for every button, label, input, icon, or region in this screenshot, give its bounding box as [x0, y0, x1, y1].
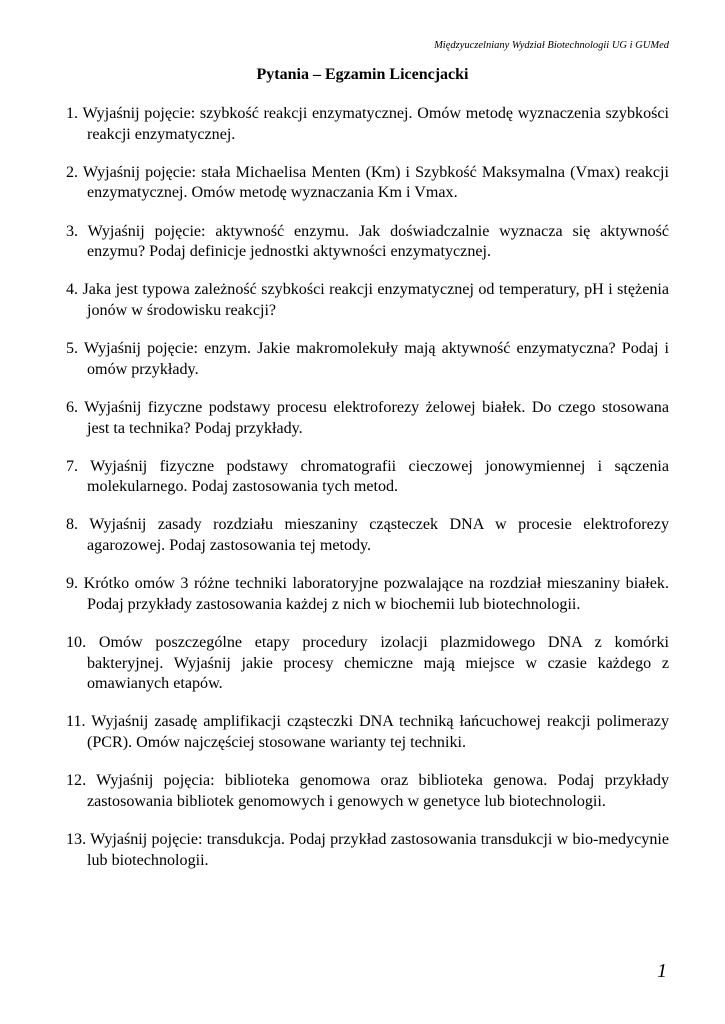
question-item: 4. Jaka jest typowa zależność szybkości reakcji enzymatycznej od temperatury, pH i stężenia jonów w środowisku reakcji? [66, 281, 669, 319]
document-title: Pytania – Egzamin Licencjacki [256, 66, 469, 83]
question-item: 1. Wyjaśnij pojęcie: szybkość reakcji enzymatycznej. Omów metodę wyznaczenia szybkości reakcji enzymatycznej. [66, 105, 669, 143]
question-item: 9. Krótko omów 3 różne techniki laboratoryjne pozwalające na rozdział mieszaniny białek. Podaj przykłady zastosowania każdej z nich w biochemii lub biotechnologii. [66, 575, 669, 613]
question-item: 3. Wyjaśnij pojęcie: aktywność enzymu. Jak doświadczalnie wyznacza się aktywność enzymu? Podaj definicje jednostki aktywności enzymatycznej. [66, 222, 669, 261]
question-list [66, 104, 669, 889]
question-item: 13. Wyjaśnij pojęcie: transdukcja. Podaj przykład zastosowania transdukcji w bio-medycynie lub biotechnologii. [66, 830, 669, 869]
header-institution: Międzyuczelniany Wydział Biotechnologii UG i GUMed [434, 40, 669, 51]
question-item: 5. Wyjaśnij pojęcie: enzym. Jakie makromolekuły mają aktywność enzymatyczna? Podaj i omów przykłady. [66, 340, 669, 378]
question-item: 2. Wyjaśnij pojęcie: stała Michaelisa Menten (Km) i Szybkość Maksymalna (Vmax) reakcji enzymatycznej. Omów metodę wyznaczania Km i Vmax. [66, 163, 669, 202]
question-item: 11. Wyjaśnij zasadę amplifikacji cząsteczki DNA techniką łańcuchowej reakcji polimerazy (PCR). Omów najczęściej stosowane warianty tej techniki. [66, 713, 669, 751]
question-item: 8. Wyjaśnij zasady rozdziału mieszaniny cząsteczek DNA w procesie elektroforezy agarozowej. Podaj zastosowania tej metody. [66, 516, 669, 555]
question-item: 7. Wyjaśnij fizyczne podstawy chromatografii cieczowej jonowymiennej i sączenia molekularnego. Podaj zastosowania tych metod. [66, 457, 669, 496]
question-item: 10. Omów poszczególne etapy procedury izolacji plazmidowego DNA z komórki bakteryjnej. Wyjaśnij jakie procesy chemiczne mają miejsce w czasie każdego z omawianych etapów. [66, 634, 669, 693]
question-item: 6. Wyjaśnij fizyczne podstawy procesu elektroforezy żelowej białek. Do czego stosowana jest ta technika? Podaj przykłady. [66, 398, 669, 437]
page-number: 1 [657, 960, 667, 982]
question-item: 12. Wyjaśnij pojęcia: biblioteka genomowa oraz biblioteka genowa. Podaj przykłady zastosowania bibliotek genomowych i genowych w genetyce lub biotechnologii. [66, 772, 669, 810]
